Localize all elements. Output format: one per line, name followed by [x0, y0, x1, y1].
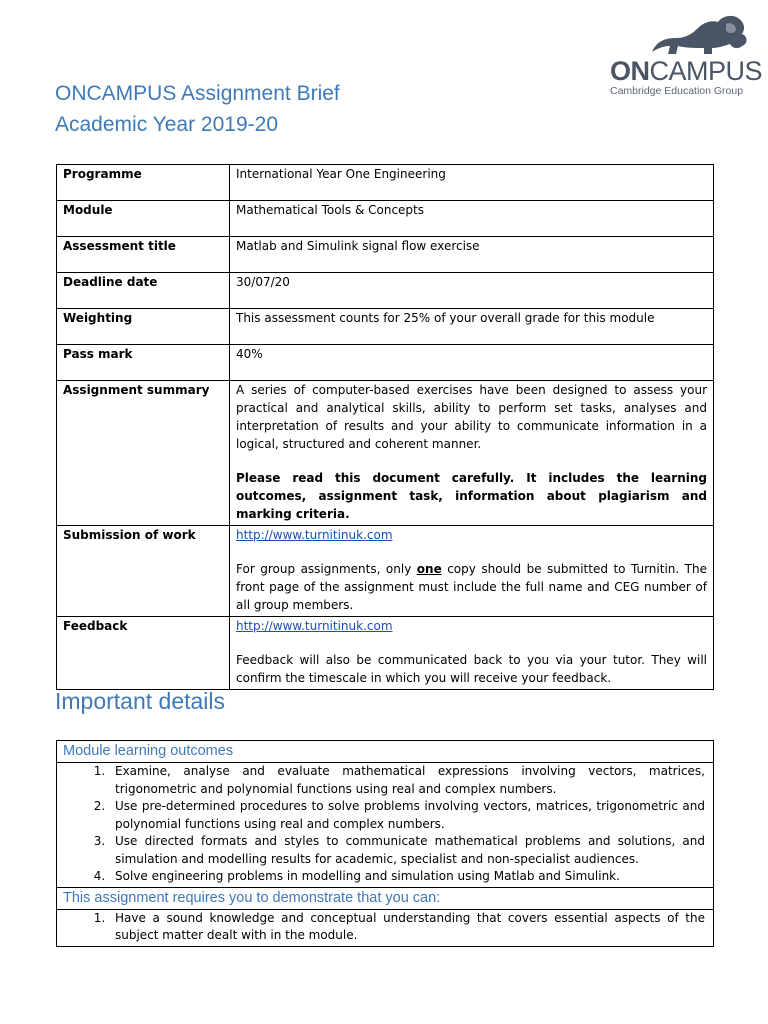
table-row — [57, 309, 714, 345]
table-row — [57, 345, 714, 381]
pass-mark-value: 40% — [230, 345, 714, 381]
oncampus-logo — [610, 14, 763, 97]
lion-icon — [646, 14, 750, 56]
submission-text: For group assignments, only one copy should be submitted to Turnitin. The front page of the assignment must include the full name and CEG number of all group members. — [236, 562, 708, 612]
demonstrate-heading: This assignment requires you to demonstrate that you can: — [57, 887, 714, 909]
feedback-text: Feedback will also be communicated back to you via your tutor. They will confirm the timescale in which you will receive your feedback. — [236, 653, 707, 685]
module-value: Mathematical Tools & Concepts — [230, 201, 714, 237]
document-title — [55, 78, 340, 140]
assignment-brief-table — [56, 164, 714, 690]
weighting-value: This assessment counts for 25% of your overall grade for this module — [230, 309, 714, 345]
pass-mark-label: Pass mark — [57, 345, 230, 381]
outcomes-list — [63, 763, 705, 886]
feedback-link[interactable]: http://www.turnitinuk.com — [236, 619, 393, 633]
summary-note: Please read this document carefully. It includes the learning outcomes, assignment task, information about plagiarism and marking criteria. — [236, 471, 707, 521]
table-row — [57, 201, 714, 237]
logo-wordmark: ONCAMPUS — [610, 56, 763, 86]
assessment-title-value: Matlab and Simulink signal flow exercise — [230, 237, 714, 273]
programme-value: International Year One Engineering — [230, 165, 714, 201]
outcome-item: 1. Examine, analyse and evaluate mathematical expressions involving vectors, matrices, trigonometric and polynomial functions using real and complex numbers. — [109, 763, 705, 798]
learning-outcomes-table — [56, 740, 714, 947]
weighting-label: Weighting — [57, 309, 230, 345]
summary-label: Assignment summary — [57, 381, 230, 526]
outcome-item: 2. Use pre-determined procedures to solve problems involving vectors, matrices, trigonometric and polynomial functions using real and complex numbers. — [109, 798, 705, 833]
logo-subtitle: Cambridge Education Group — [610, 85, 744, 97]
outcome-item: 4. Solve engineering problems in modelling and simulation using Matlab and Simulink. — [109, 868, 705, 886]
table-row — [57, 741, 714, 763]
title-line-2: Academic Year 2019-20 — [55, 113, 278, 136]
outcomes-cell — [57, 763, 714, 888]
submission-label: Submission of work — [57, 526, 230, 617]
important-details-heading: Important details — [55, 688, 226, 714]
deadline-value: 30/07/20 — [230, 273, 714, 309]
table-row — [57, 165, 714, 201]
demonstrate-cell — [57, 909, 714, 946]
table-row — [57, 887, 714, 909]
table-row — [57, 909, 714, 946]
table-row — [57, 237, 714, 273]
table-row — [57, 526, 714, 617]
module-label: Module — [57, 201, 230, 237]
table-row — [57, 381, 714, 526]
summary-cell — [230, 381, 714, 526]
demonstrate-list — [63, 910, 705, 945]
table-row — [57, 273, 714, 309]
summary-text: A series of computer-based exercises have been designed to assess your practical and analytical skills, ability to perform set tasks, analyses and interpretation of results and your ability to communicate information in a logical, structured and coherent manner. — [236, 383, 707, 451]
programme-label: Programme — [57, 165, 230, 201]
table-row — [57, 617, 714, 690]
submission-link[interactable]: http://www.turnitinuk.com — [236, 528, 393, 542]
feedback-label: Feedback — [57, 617, 230, 690]
feedback-cell — [230, 617, 714, 690]
table-row — [57, 763, 714, 888]
outcome-item: 3. Use directed formats and styles to communicate mathematical problems and solutions, and simulation and modelling results for academic, specialist and non-specialist audiences. — [109, 833, 705, 868]
assessment-title-label: Assessment title — [57, 237, 230, 273]
demonstrate-item: 1. Have a sound knowledge and conceptual understanding that covers essential aspects of the subject matter dealt with in the module. — [109, 910, 705, 945]
outcomes-heading: Module learning outcomes — [57, 741, 714, 763]
submission-cell — [230, 526, 714, 617]
title-line-1: ONCAMPUS Assignment Brief — [55, 82, 340, 105]
deadline-label: Deadline date — [57, 273, 230, 309]
emphasis-one: one — [416, 562, 442, 576]
